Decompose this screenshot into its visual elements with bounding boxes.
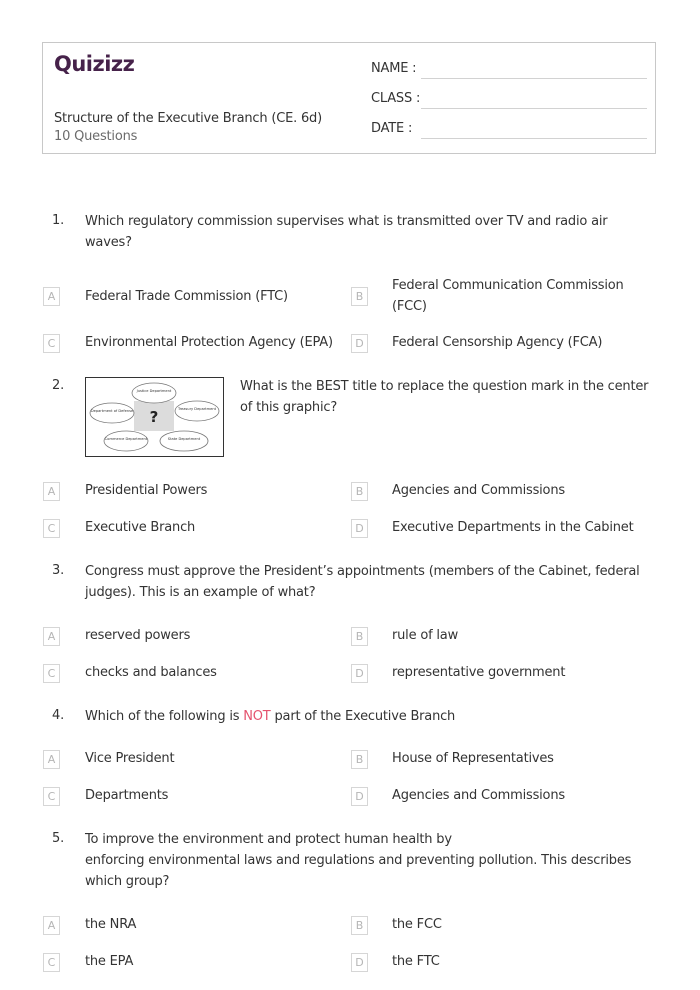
q2-option-b-text[interactable]: Agencies and Commissions <box>392 483 565 498</box>
q3-option-d-badge[interactable]: D <box>351 664 368 683</box>
q2-option-a-text[interactable]: Presidential Powers <box>85 483 208 498</box>
q2-option-d-text[interactable]: Executive Departments in the Cabinet <box>392 520 634 535</box>
node-state: State Department <box>167 437 201 441</box>
question-2-text: What is the BEST title to replace the question mark in the center of this graphic? <box>240 379 649 415</box>
q3-option-a-text[interactable]: reserved powers <box>85 628 191 643</box>
q1-option-a-badge[interactable]: A <box>43 287 60 306</box>
q3-option-b-badge[interactable]: B <box>351 627 368 646</box>
q1-option-b-badge[interactable]: B <box>351 287 368 306</box>
q5-option-b-text[interactable]: the FCC <box>392 917 442 932</box>
q3-option-c-text[interactable]: checks and balances <box>85 665 217 680</box>
q2-option-c-badge[interactable]: C <box>43 519 60 538</box>
question-4-text <box>85 706 660 727</box>
class-label: CLASS : <box>371 91 421 106</box>
date-label: DATE : <box>371 121 413 136</box>
class-field-line[interactable] <box>421 108 647 109</box>
q4-text-after: part of the Executive Branch <box>270 709 456 724</box>
q3-option-c-badge[interactable]: C <box>43 664 60 683</box>
q4-option-a-text[interactable]: Vice President <box>85 751 175 766</box>
center-question-mark: ? <box>149 408 159 426</box>
q3-option-b-text[interactable]: rule of law <box>392 628 458 643</box>
q4-text-highlight: NOT <box>243 709 271 724</box>
q4-option-d-text[interactable]: Agencies and Commissions <box>392 788 565 803</box>
question-count: 10 Questions <box>54 129 138 144</box>
name-label: NAME : <box>371 61 417 76</box>
node-defense: Department of Defense <box>90 409 134 413</box>
q5-option-d-badge[interactable]: D <box>351 953 368 972</box>
node-commerce: Commerce Department <box>104 437 148 441</box>
executive-departments-graphic <box>85 377 224 457</box>
q1-option-b-text[interactable]: Federal Communication Commission (FCC) <box>392 278 624 314</box>
q4-option-b-badge[interactable]: B <box>351 750 368 769</box>
worksheet-title: Structure of the Executive Branch (CE. 6d) <box>54 111 322 126</box>
q5-text-line1: To improve the environment and protect human health by <box>85 832 452 847</box>
question-5-text <box>85 829 660 892</box>
state-ellipse <box>160 431 208 451</box>
q5-option-b-badge[interactable]: B <box>351 916 368 935</box>
q5-option-a-badge[interactable]: A <box>43 916 60 935</box>
q4-text-before: Which of the following is <box>85 709 244 724</box>
question-1-text: Which regulatory commission supervises what is transmitted over TV and radio air waves? <box>85 214 608 250</box>
q1-option-c-badge[interactable]: C <box>43 334 60 353</box>
q2-option-d-badge[interactable]: D <box>351 519 368 538</box>
q3-option-d-text[interactable]: representative government <box>392 665 566 680</box>
node-treasury: Treasury Department <box>177 407 217 411</box>
worksheet-header <box>42 42 656 154</box>
commerce-ellipse <box>104 431 148 451</box>
node-justice: Justice Department <box>136 389 172 393</box>
justice-ellipse <box>132 383 176 403</box>
q2-option-c-text[interactable]: Executive Branch <box>85 520 196 535</box>
q5-option-a-text[interactable]: the NRA <box>85 917 137 932</box>
treasury-ellipse <box>175 401 219 421</box>
q5-option-c-text[interactable]: the EPA <box>85 954 134 969</box>
q5-option-d-text[interactable]: the FTC <box>392 954 440 969</box>
q3-option-a-badge[interactable]: A <box>43 627 60 646</box>
q1-option-d-badge[interactable]: D <box>351 334 368 353</box>
name-field-line[interactable] <box>421 78 647 79</box>
defense-ellipse <box>90 403 134 423</box>
question-3-number: 3. <box>52 563 65 578</box>
q4-option-c-text[interactable]: Departments <box>85 788 169 803</box>
date-field-line[interactable] <box>421 138 647 139</box>
q2-option-a-badge[interactable]: A <box>43 482 60 501</box>
q1-option-c-text[interactable]: Environmental Protection Agency (EPA) <box>85 335 333 350</box>
question-5-number: 5. <box>52 831 65 846</box>
q5-text-line2: enforcing environmental laws and regulations and preventing pollution. This describes which group? <box>85 853 632 889</box>
quizizz-logo: Quizizz <box>54 52 135 76</box>
q5-option-c-badge[interactable]: C <box>43 953 60 972</box>
q4-option-c-badge[interactable]: C <box>43 787 60 806</box>
q4-option-a-badge[interactable]: A <box>43 750 60 769</box>
question-4-number: 4. <box>52 708 65 723</box>
q4-option-b-text[interactable]: House of Representatives <box>392 751 554 766</box>
question-1-number: 1. <box>52 213 65 228</box>
q1-option-d-text[interactable]: Federal Censorship Agency (FCA) <box>392 335 603 350</box>
question-3-text: Congress must approve the President’s appointments (members of the Cabinet, federal judges). This is an example of what? <box>85 564 640 600</box>
q1-option-a-text[interactable]: Federal Trade Commission (FTC) <box>85 289 288 304</box>
question-2-number: 2. <box>52 378 65 393</box>
q4-option-d-badge[interactable]: D <box>351 787 368 806</box>
graphic-diagram <box>86 378 223 456</box>
q2-option-b-badge[interactable]: B <box>351 482 368 501</box>
